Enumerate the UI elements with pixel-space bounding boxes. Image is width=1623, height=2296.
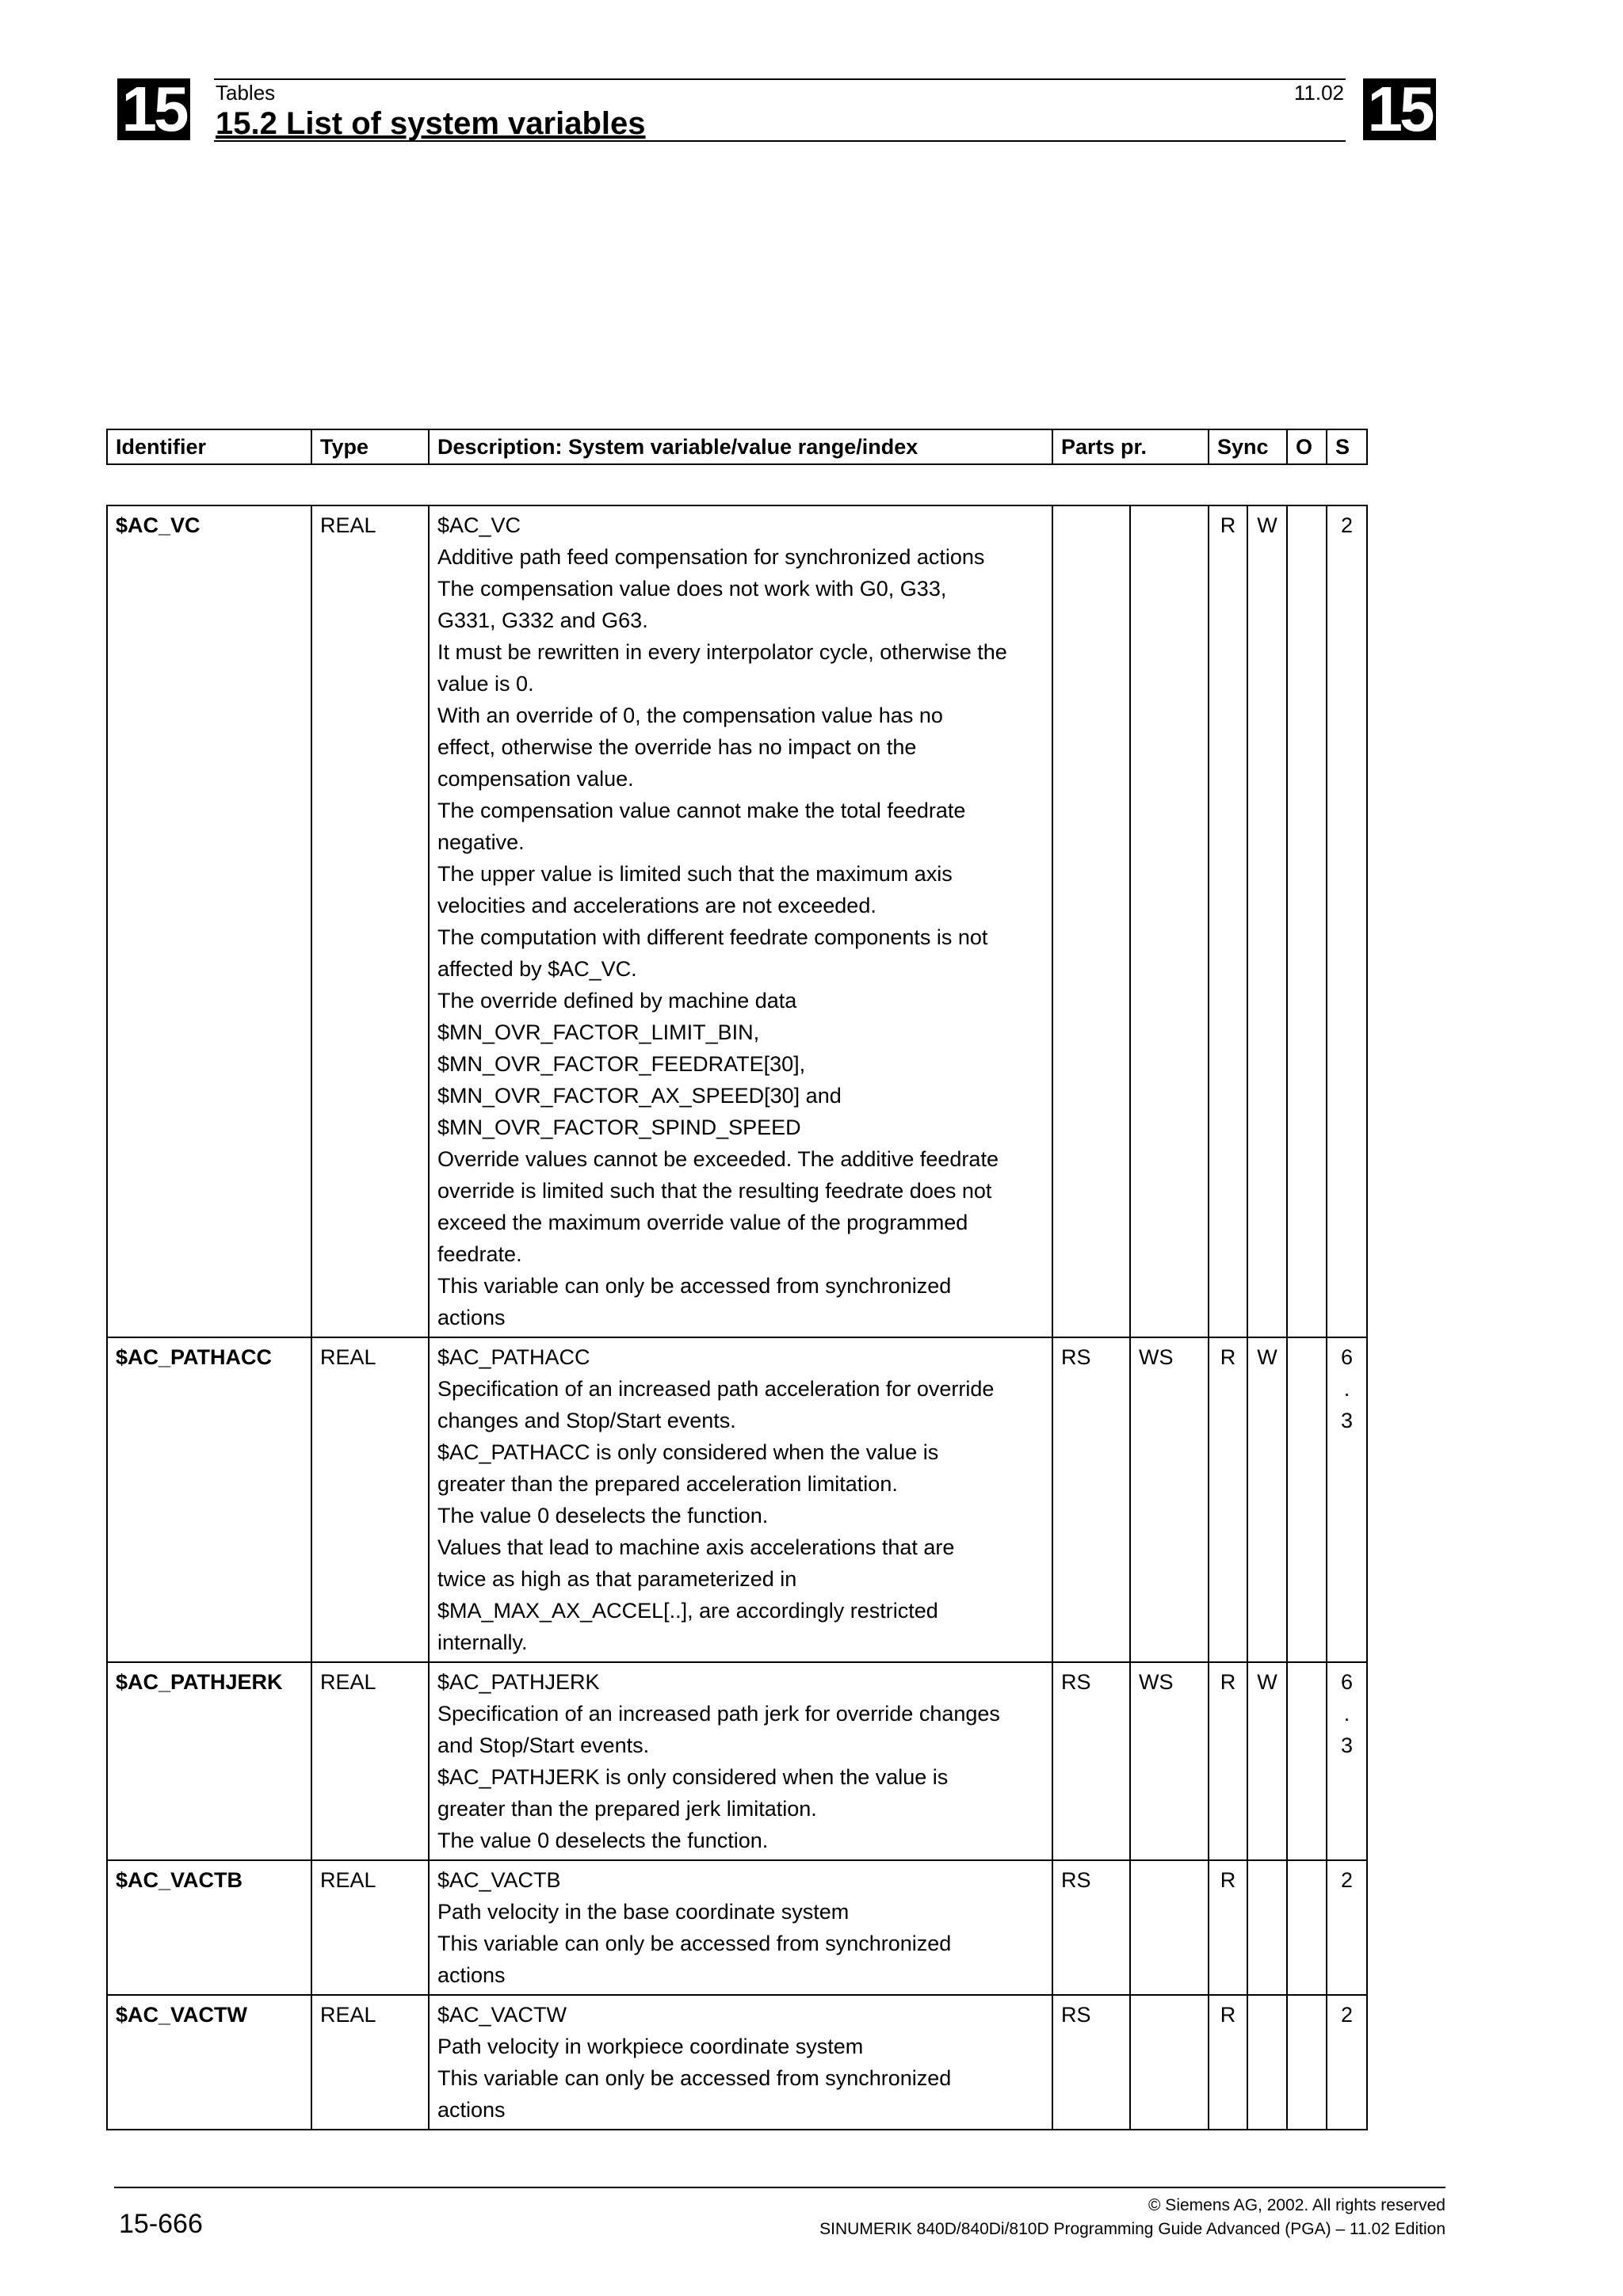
column-header-o: O: [1287, 429, 1327, 464]
system-variables-table: [106, 505, 1368, 2130]
variable-description: [429, 1995, 1052, 2130]
description-line: velocities and accelerations are not exceeded.: [437, 894, 876, 917]
footer-rule: [114, 2187, 1445, 2188]
header-rule-top: [214, 78, 1346, 80]
description-line: The value 0 deselects the function.: [437, 1504, 769, 1527]
description-line: actions: [437, 2098, 506, 2122]
s-value-line: 6: [1340, 1345, 1354, 1369]
chapter-number-badge-right: 15: [1363, 78, 1436, 140]
variable-identifier: $AC_VC: [107, 505, 311, 1337]
description-line: $AC_VACTB: [437, 1868, 561, 1892]
s-value-line: 2: [1340, 2003, 1354, 2027]
column-header-row: [107, 429, 1367, 464]
variable-description: [429, 1662, 1052, 1860]
description-line: $AC_PATHACC is only considered when the value is: [437, 1440, 939, 1464]
parts-write-value: [1130, 1860, 1209, 1995]
description-line: greater than the prepared jerk limitation.: [437, 1797, 817, 1821]
description-line: negative.: [437, 830, 525, 854]
column-header-sync: Sync: [1209, 429, 1287, 464]
variable-identifier: $AC_VACTB: [107, 1860, 311, 1995]
variable-description: [429, 1337, 1052, 1662]
description-line: exceed the maximum override value of the programmed: [437, 1211, 968, 1234]
running-header-chapter: Tables: [216, 81, 276, 105]
sync-write-value: W: [1247, 505, 1287, 1337]
table-row: [107, 1337, 1367, 1662]
document-title: SINUMERIK 840D/840Di/810D Programming Guide Advanced (PGA) – 11.02 Edition: [819, 2220, 1445, 2238]
s-value-line: .: [1343, 1377, 1350, 1401]
description-line: G331, G332 and G63.: [437, 608, 648, 632]
description-line: This variable can only be accessed from synchronized: [437, 2066, 952, 2090]
description-line: $MN_OVR_FACTOR_SPIND_SPEED: [437, 1116, 801, 1139]
description-line: internally.: [437, 1630, 528, 1654]
s-value-line: 6: [1340, 1670, 1354, 1694]
variable-type: REAL: [311, 505, 429, 1337]
s-value: [1327, 505, 1367, 1337]
sync-write-value: W: [1247, 1337, 1287, 1662]
variable-identifier: $AC_PATHJERK: [107, 1662, 311, 1860]
sync-read-value: R: [1209, 1995, 1247, 2130]
s-value-line: 3: [1340, 1733, 1354, 1757]
parts-read-value: RS: [1052, 1337, 1130, 1662]
description-line: $AC_VC: [437, 513, 521, 537]
o-value: [1287, 1860, 1327, 1995]
description-line: compensation value.: [437, 767, 634, 791]
s-value-line: .: [1343, 1702, 1350, 1726]
description-line: The compensation value cannot make the total feedrate: [437, 799, 966, 822]
description-line: $AC_PATHACC: [437, 1345, 590, 1369]
variable-description: [429, 505, 1052, 1337]
column-header-table: [106, 429, 1368, 465]
s-value-line: 3: [1340, 1409, 1354, 1432]
description-line: This variable can only be accessed from synchronized: [437, 1932, 952, 1955]
s-value: [1327, 1662, 1367, 1860]
sync-write-value: W: [1247, 1662, 1287, 1860]
description-line: $MA_MAX_AX_ACCEL[..], are accordingly restricted: [437, 1599, 938, 1623]
parts-write-value: WS: [1130, 1337, 1209, 1662]
sync-write-value: [1247, 1860, 1287, 1995]
description-line: Specification of an increased path acceleration for override: [437, 1377, 995, 1401]
description-line: affected by $AC_VC.: [437, 957, 637, 981]
description-line: The computation with different feedrate components is not: [437, 925, 988, 949]
description-line: twice as high as that parameterized in: [437, 1567, 797, 1591]
description-line: The override defined by machine data: [437, 989, 797, 1013]
sync-write-value: [1247, 1995, 1287, 2130]
parts-read-value: RS: [1052, 1662, 1130, 1860]
page-number: 15-666: [119, 2209, 203, 2239]
sync-read-value: R: [1209, 505, 1247, 1337]
description-line: Path velocity in the base coordinate system: [437, 1900, 850, 1924]
description-line: and Stop/Start events.: [437, 1733, 650, 1757]
table-row: [107, 1995, 1367, 2130]
s-value: [1327, 1995, 1367, 2130]
description-line: value is 0.: [437, 672, 534, 696]
o-value: [1287, 1662, 1327, 1860]
running-header-date: 11.02: [1293, 81, 1344, 105]
description-line: $MN_OVR_FACTOR_AX_SPEED[30] and: [437, 1084, 842, 1108]
description-line: Additive path feed compensation for synchronized actions: [437, 545, 985, 569]
description-line: Override values cannot be exceeded. The additive feedrate: [437, 1147, 999, 1171]
table-row: [107, 505, 1367, 1337]
variable-type: REAL: [311, 1662, 429, 1860]
description-line: Values that lead to machine axis accelerations that are: [437, 1535, 955, 1559]
description-line: $AC_PATHJERK: [437, 1670, 600, 1694]
column-header-description: Description: System variable/value range/index: [429, 429, 1052, 464]
parts-write-value: WS: [1130, 1662, 1209, 1860]
s-value-line: 2: [1340, 513, 1354, 537]
variable-type: REAL: [311, 1995, 429, 2130]
description-line: actions: [437, 1963, 506, 1987]
variable-type: REAL: [311, 1860, 429, 1995]
description-line: actions: [437, 1306, 506, 1329]
parts-write-value: [1130, 1995, 1209, 2130]
description-line: Specification of an increased path jerk for override changes: [437, 1702, 1000, 1726]
parts-read-value: RS: [1052, 1995, 1130, 2130]
table-row: [107, 1662, 1367, 1860]
description-line: $MN_OVR_FACTOR_FEEDRATE[30],: [437, 1052, 806, 1076]
variable-identifier: $AC_VACTW: [107, 1995, 311, 2130]
table-row: [107, 1860, 1367, 1995]
o-value: [1287, 1337, 1327, 1662]
column-header-type: Type: [311, 429, 429, 464]
section-title: 15.2 List of system variables: [216, 106, 646, 141]
variable-description: [429, 1860, 1052, 1995]
description-line: $AC_VACTW: [437, 2003, 567, 2027]
column-header-parts-pr: Parts pr.: [1052, 429, 1209, 464]
description-line: feedrate.: [437, 1242, 522, 1266]
o-value: [1287, 505, 1327, 1337]
description-line: This variable can only be accessed from synchronized: [437, 1274, 952, 1298]
description-line: $AC_PATHJERK is only considered when the value is: [437, 1765, 949, 1789]
description-line: The compensation value does not work with G0, G33,: [437, 577, 947, 601]
s-value-line: 2: [1340, 1868, 1354, 1892]
sync-read-value: R: [1209, 1662, 1247, 1860]
column-header-identifier: Identifier: [107, 429, 311, 464]
s-value: [1327, 1860, 1367, 1995]
variable-identifier: $AC_PATHACC: [107, 1337, 311, 1662]
description-line: effect, otherwise the override has no impact on the: [437, 735, 917, 759]
s-value: [1327, 1337, 1367, 1662]
chapter-number-badge-left: 15: [117, 78, 190, 140]
parts-write-value: [1130, 505, 1209, 1337]
description-line: $MN_OVR_FACTOR_LIMIT_BIN,: [437, 1020, 760, 1044]
description-line: Path velocity in workpiece coordinate system: [437, 2035, 864, 2058]
o-value: [1287, 1995, 1327, 2130]
description-line: greater than the prepared acceleration limitation.: [437, 1472, 898, 1496]
copyright-notice: © Siemens AG, 2002. All rights reserved: [1148, 2196, 1445, 2214]
description-line: override is limited such that the resulting feedrate does not: [437, 1179, 992, 1203]
sync-read-value: R: [1209, 1337, 1247, 1662]
variable-type: REAL: [311, 1337, 429, 1662]
sync-read-value: R: [1209, 1860, 1247, 1995]
column-header-s: S: [1327, 429, 1367, 464]
parts-read-value: RS: [1052, 1860, 1130, 1995]
parts-read-value: [1052, 505, 1130, 1337]
description-line: With an override of 0, the compensation value has no: [437, 704, 943, 727]
description-line: changes and Stop/Start events.: [437, 1409, 736, 1432]
description-line: The upper value is limited such that the maximum axis: [437, 862, 953, 886]
description-line: It must be rewritten in every interpolator cycle, otherwise the: [437, 640, 1007, 664]
description-line: The value 0 deselects the function.: [437, 1829, 769, 1852]
